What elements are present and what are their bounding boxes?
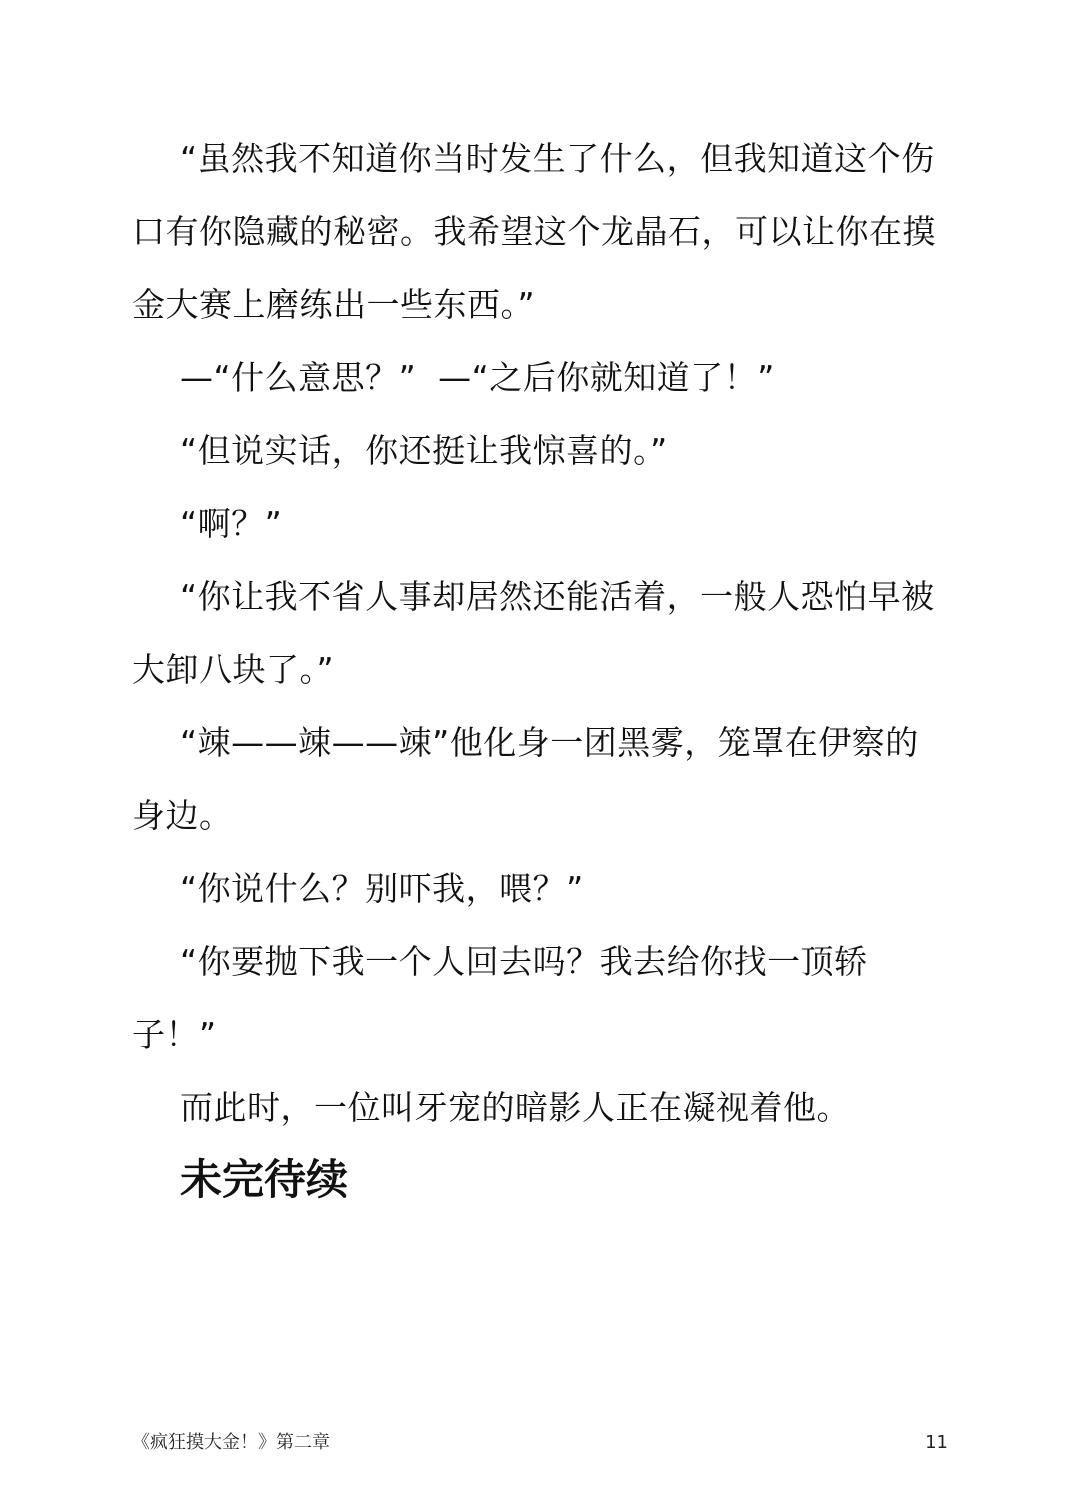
footer-page-number: 11 [925,1432,948,1453]
footer-book-title: 《疯狂摸大金！》第二章 [132,1432,330,1453]
paragraph: “你让我不省人事却居然还能活着，一般人恐怕早被大卸八块了。” [132,577,935,689]
paragraph: —“什么意思？” —“之后你就知道了！” [180,358,775,397]
paragraph: “你说什么？别吓我，喂？” [180,869,584,908]
to-be-continued-heading: 未完待续 [180,1155,349,1204]
paragraph: “但说实话，你还挺让我惊喜的。” [180,431,668,470]
paragraph: “啊？” [180,504,283,543]
paragraph: “虽然我不知道你当时发生了什么，但我知道这个伤口有你隐藏的秘密。我希望这个龙晶石，可以让你在摸金大赛上磨练出一些东西。” [132,139,936,324]
story-body [132,122,952,1144]
paragraph: “你要抛下我一个人回去吗？我去给你找一顶轿子！” [132,942,868,1054]
paragraph: “竦——竦——竦”他化身一团黑雾，笼罩在伊察的身边。 [132,723,919,835]
paragraph: 而此时，一位叫牙宠的暗影人正在凝视着他。 [180,1088,850,1127]
